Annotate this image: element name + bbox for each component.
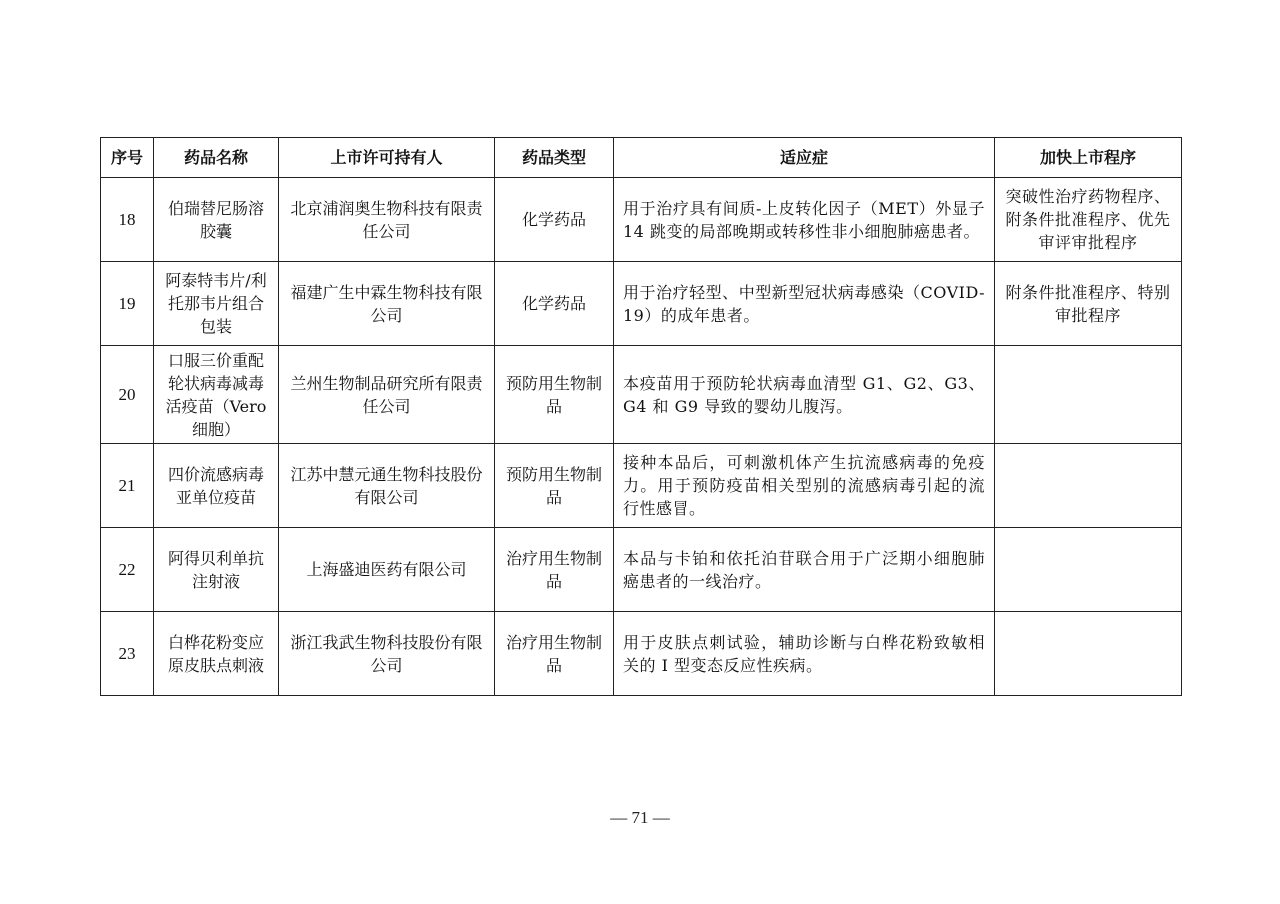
row-serial-number: 18 [101, 178, 154, 262]
row-expedited-program [995, 612, 1182, 696]
row-drug-type: 预防用生物制品 [495, 346, 614, 444]
row-drug-type: 治疗用生物制品 [495, 528, 614, 612]
row-indication: 接种本品后，可刺激机体产生抗流感病毒的免疫力。用于预防疫苗相关型别的流感病毒引起的流行性感冒。 [614, 444, 995, 528]
table-row [101, 178, 1182, 262]
table-header-row [101, 138, 1182, 178]
row-drug-name: 白桦花粉变应原皮肤点刺液 [154, 612, 279, 696]
drug-approval-table [100, 137, 1182, 696]
row-indication: 用于治疗具有间质-上皮转化因子（MET）外显子 14 跳变的局部晚期或转移性非小细胞肺癌患者。 [614, 178, 995, 262]
table-row [101, 612, 1182, 696]
row-expedited-program: 突破性治疗药物程序、附条件批准程序、优先审评审批程序 [995, 178, 1182, 262]
row-drug-type: 化学药品 [495, 178, 614, 262]
row-serial-number: 20 [101, 346, 154, 444]
header-drug-type: 药品类型 [495, 138, 614, 178]
table-row [101, 346, 1182, 444]
table-row [101, 528, 1182, 612]
row-drug-name: 四价流感病毒亚单位疫苗 [154, 444, 279, 528]
row-expedited-program [995, 528, 1182, 612]
row-drug-name: 伯瑞替尼肠溶胶囊 [154, 178, 279, 262]
row-serial-number: 22 [101, 528, 154, 612]
row-drug-name: 阿泰特韦片/利托那韦片组合包装 [154, 262, 279, 346]
header-expedited-program: 加快上市程序 [995, 138, 1182, 178]
row-license-holder: 江苏中慧元通生物科技股份有限公司 [279, 444, 495, 528]
row-license-holder: 上海盛迪医药有限公司 [279, 528, 495, 612]
row-serial-number: 21 [101, 444, 154, 528]
row-expedited-program: 附条件批准程序、特别审批程序 [995, 262, 1182, 346]
row-indication: 本品与卡铂和依托泊苷联合用于广泛期小细胞肺癌患者的一线治疗。 [614, 528, 995, 612]
page-number: — 71 — [610, 808, 670, 827]
row-drug-type: 化学药品 [495, 262, 614, 346]
row-indication: 用于皮肤点刺试验，辅助诊断与白桦花粉致敏相关的 I 型变态反应性疾病。 [614, 612, 995, 696]
row-expedited-program [995, 346, 1182, 444]
header-license-holder: 上市许可持有人 [279, 138, 495, 178]
row-indication: 用于治疗轻型、中型新型冠状病毒感染（COVID-19）的成年患者。 [614, 262, 995, 346]
row-drug-type: 预防用生物制品 [495, 444, 614, 528]
row-license-holder: 兰州生物制品研究所有限责任公司 [279, 346, 495, 444]
row-drug-name: 口服三价重配轮状病毒减毒活疫苗（Vero 细胞） [154, 346, 279, 444]
row-license-holder: 浙江我武生物科技股份有限公司 [279, 612, 495, 696]
table-row [101, 444, 1182, 528]
header-indication: 适应症 [614, 138, 995, 178]
row-indication: 本疫苗用于预防轮状病毒血清型 G1、G2、G3、G4 和 G9 导致的婴幼儿腹泻。 [614, 346, 995, 444]
row-serial-number: 19 [101, 262, 154, 346]
table-row [101, 262, 1182, 346]
row-drug-type: 治疗用生物制品 [495, 612, 614, 696]
row-drug-name: 阿得贝利单抗注射液 [154, 528, 279, 612]
row-expedited-program [995, 444, 1182, 528]
row-serial-number: 23 [101, 612, 154, 696]
row-license-holder: 福建广生中霖生物科技有限公司 [279, 262, 495, 346]
row-license-holder: 北京浦润奥生物科技有限责任公司 [279, 178, 495, 262]
header-drug-name: 药品名称 [154, 138, 279, 178]
header-serial-number: 序号 [101, 138, 154, 178]
